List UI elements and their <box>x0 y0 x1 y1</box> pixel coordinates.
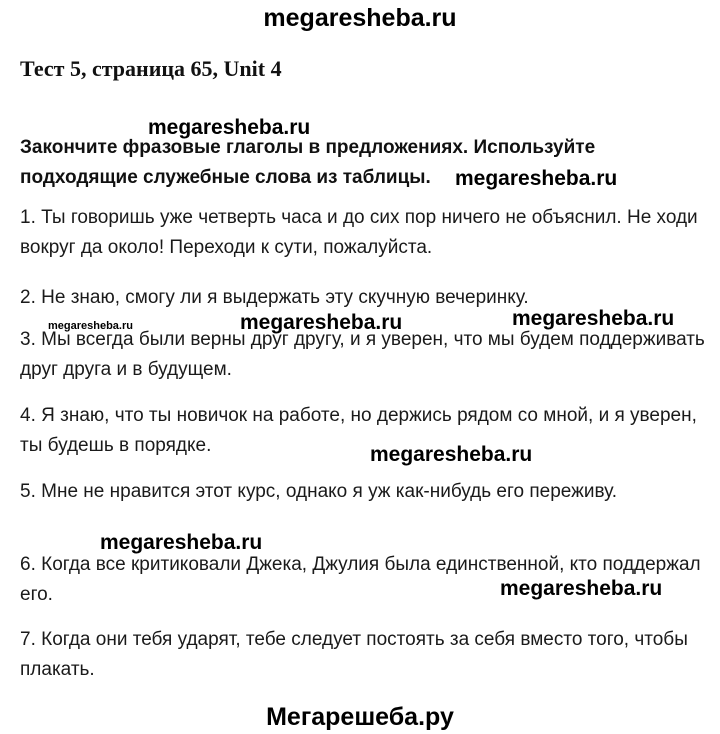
watermark-item4[interactable]: megaresheba.ru <box>370 443 533 466</box>
watermark-top[interactable]: megaresheba.ru <box>263 4 457 32</box>
watermark-task-2[interactable]: megaresheba.ru <box>455 167 618 190</box>
watermark-task-1[interactable]: megaresheba.ru <box>148 116 311 139</box>
list-item-2: 2. Не знаю, смогу ли я выдержать эту скучную вечеринку. <box>20 287 529 308</box>
watermark-item3-right[interactable]: megaresheba.ru <box>512 307 675 330</box>
list-item-6: 6. Когда все критиковали Джека, Джулия была единственной, кто поддержал его. <box>20 554 701 605</box>
watermark-bottom[interactable]: Мегарешеба.ру <box>266 703 454 731</box>
list-item-1: 1. Ты говоришь уже четверть часа и до сих пор ничего не объяснил. Не ходи вокруг да около! Переходи к сути, пожалуйста. <box>20 207 698 258</box>
task-instruction: Закончите фразовые глаголы в предложениях. Используйте подходящие служебные слова из таблицы. <box>20 137 596 188</box>
list-item-3: 3. Мы всегда были верны друг другу, и я уверен, что мы будем поддерживать друг друга и в будущем. <box>20 329 705 380</box>
watermark-item3-mid[interactable]: megaresheba.ru <box>240 311 403 334</box>
list-item-5: 5. Мне не нравится этот курс, однако я уж как-нибудь его переживу. <box>20 481 618 502</box>
list-item-7: 7. Когда они тебя ударят, тебе следует постоять за себя вместо того, чтобы плакать. <box>20 629 688 680</box>
page-title: Тест 5, страница 65, Unit 4 <box>20 56 282 81</box>
watermark-item3-small[interactable]: megaresheba.ru <box>48 320 133 332</box>
watermark-item6-left[interactable]: megaresheba.ru <box>100 531 263 554</box>
list-item-4: 4. Я знаю, что ты новичок на работе, но держись рядом со мной, и я уверен, ты будешь в порядке. <box>20 405 697 456</box>
watermark-item6-right[interactable]: megaresheba.ru <box>500 577 663 600</box>
